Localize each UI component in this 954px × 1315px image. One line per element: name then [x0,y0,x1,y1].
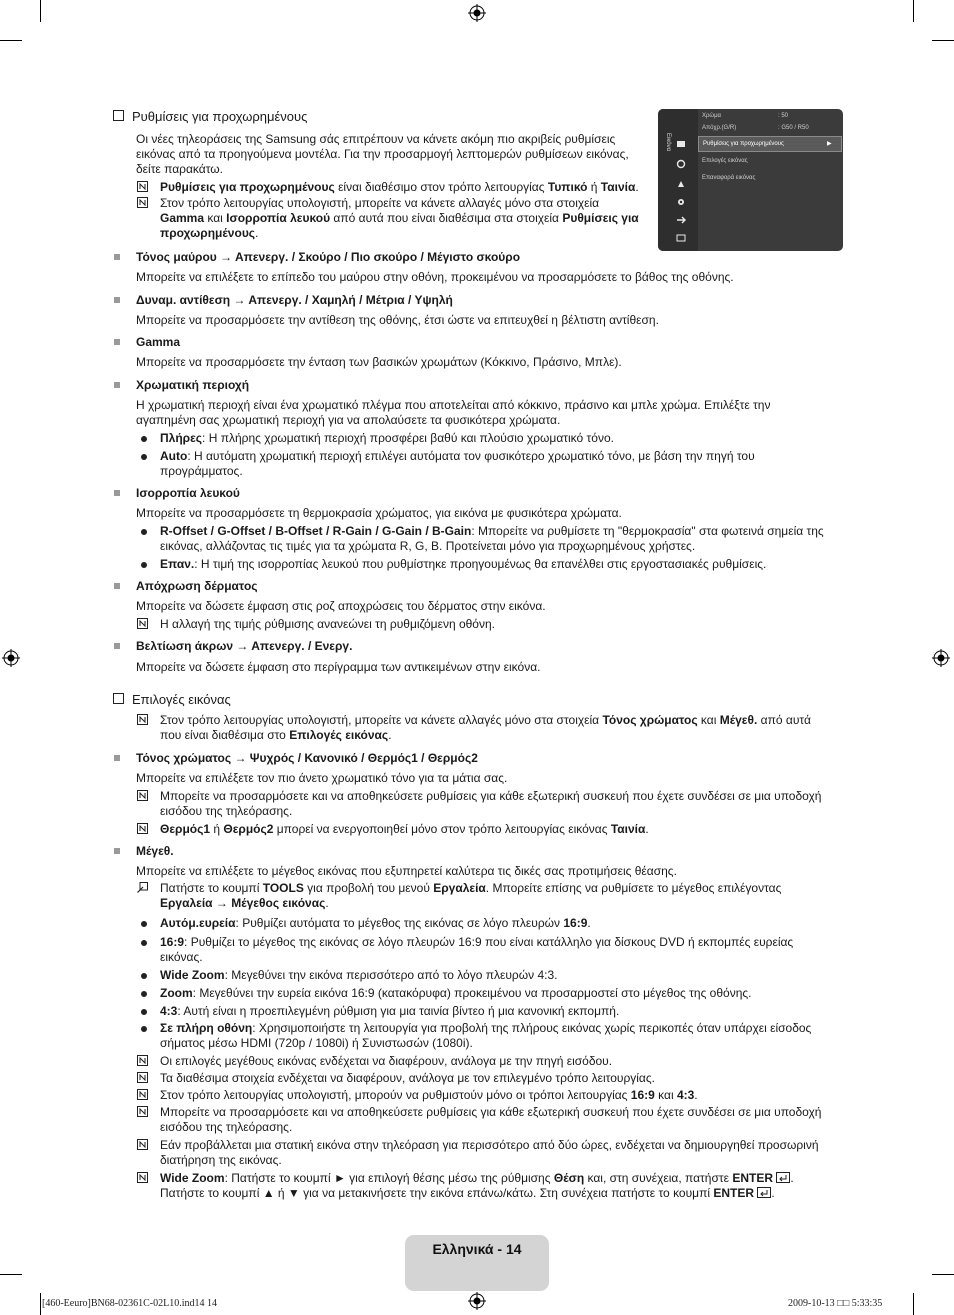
tools-text: Πατήστε το κουμπί TOOLS για προβολή του μενού Εργαλεία. Μπορείτε επίσης να ρυθμίσετε το μέγεθος επιλέγοντας Εργαλεία → Μέγεθος εικόνας. [160,881,782,910]
item-text: Μπορείτε να προσαρμόσετε την αντίθεση της οθόνης, έτσι ώστε να επιτευχθεί η βέλτιστη αντίθεση. [136,313,659,327]
note-icon [137,1139,148,1150]
support-icon [676,233,686,243]
registration-mark-icon [2,649,20,667]
bullet-text: Wide Zoom: Μεγεθύνει την εικόνα περισσότερο από το λόγο πλευρών 4:3. [160,968,558,982]
picture-icon [676,139,686,149]
bullet-text: Auto: Η αυτόματη χρωματική περιοχή επιλέγει αυτόματα τον φυσικότερο χρωματικό τόνο, με βάση την πηγή του προγράμματος. [160,449,755,478]
note-icon [137,1055,148,1066]
item-heading: Ισορροπία λευκού [136,486,240,500]
gear-icon [676,197,686,207]
checkbox-bullet-icon [113,110,124,121]
round-bullet-icon [141,562,147,568]
round-bullet-icon [141,1009,147,1015]
note-icon [137,714,148,725]
section-heading-advanced-settings: Ρυθμίσεις για προχωρημένους [113,109,307,124]
square-bullet-icon [114,583,120,589]
item-heading: Βελτίωση άκρων → Απενεργ. / Ενεργ. [136,639,353,653]
note-text: Μπορείτε να προσαρμόσετε και να αποθηκεύσετε ρυθμίσεις για κάθε εξωτερική συσκευή που έχετε συνδέσει σε μια υποδοχή εισόδου της τηλεόρασης. [160,1105,822,1134]
item-heading: Χρωματική περιοχή [136,378,250,392]
menu-sidebar [658,109,698,251]
round-bullet-icon [141,1026,147,1032]
square-bullet-icon [114,848,120,854]
note-icon [137,1089,148,1100]
square-bullet-icon [114,297,120,303]
sound-icon [676,159,686,169]
crop-mark [40,0,41,22]
note-icon [137,1172,148,1183]
item-text: Μπορείτε να επιλέξετε τον πιο άνετο χρωματικό τόνο για τα μάτια σας. [136,771,508,785]
round-bullet-icon [141,940,147,946]
section-heading-picture-options: Επιλογές εικόνας [113,692,231,707]
item-heading: Gamma [136,335,181,349]
note-text: Στον τρόπο λειτουργίας υπολογιστή, μπορείτε να κάνετε αλλαγές μόνο στα στοιχεία Τόνος χρώματος και Μέγεθ. από αυτά που είναι διαθέσιμα στο Επιλογές εικόνας. [160,713,811,742]
crop-mark [0,1274,22,1275]
square-bullet-icon [114,755,120,761]
item-text: Μπορείτε να δώσετε έμφαση στο περίγραμμα των αντικειμένων στην εικόνα. [136,660,541,674]
note-icon [137,1106,148,1117]
note-text: Η αλλαγή της τιμής ρύθμισης ανανεώνει τη ρυθμιζόμενη οθόνη. [160,617,495,631]
round-bullet-icon [141,973,147,979]
item-heading: Απόχρωση δέρματος [136,579,258,593]
crop-mark [932,1274,954,1275]
registration-mark-icon [468,1292,486,1310]
tv-menu-screenshot [658,109,843,251]
note-icon [137,618,148,629]
item-text: Μπορείτε να προσαρμόσετε τη θερμοκρασία χρώματος, για εικόνα με φυσικότερα χρώματα. [136,506,622,520]
square-bullet-icon [114,382,120,388]
enter-icon [757,1187,771,1198]
bullet-text: Zoom: Μεγεθύνει την ευρεία εικόνα 16:9 (κατακόρυφα) προκειμένου να προσαρμοστεί στο μέγεθος της οθόνης. [160,986,752,1000]
channel-icon [676,179,686,189]
crop-mark [932,40,954,41]
registration-mark-icon [932,649,950,667]
item-heading: Τόνος χρώματος → Ψυχρός / Κανονικό / Θερμός1 / Θερμός2 [136,751,478,765]
page-number-tab [405,1235,549,1291]
bullet-text: 4:3: Αυτή είναι η προεπιλεγμένη ρύθμιση για μια ταινία βίντεο ή μια κανονική εκπομπή. [160,1004,620,1018]
note-text: Εάν προβάλλεται μια στατική εικόνα στην τηλεόραση για περισσότερο από δύο ώρες, ενδέχεται να δημιουργηθεί προσωρινή διατήρηση της εικόνας. [160,1138,819,1167]
item-heading: Τόνος μαύρου → Απενεργ. / Σκούρο / Πιο σκούρο / Μέγιστο σκούρο [136,250,521,264]
print-slug-date: 2009-10-13 □□ 5:33:35 [788,1298,883,1309]
round-bullet-icon [141,529,147,535]
crop-mark [913,1293,914,1315]
menu-row-color[interactable]: Χρώμα : 50 [702,113,789,119]
crop-mark [913,0,914,22]
intro-paragraph: Οι νέες τηλεοράσεις της Samsung σάς επιτρέπουν να κάνετε ακόμη πιο ακριβείς ρυθμίσεις εικόνας από τα προηγούμενα μοντέλα. Για την προσαρμογή λεπτομερών ρυθμίσεων εικόνας, δείτε παρακάτω. [136,132,629,176]
note-text: Στον τρόπο λειτουργίας υπολογιστή, μπορούν να ρυθμιστούν μόνο οι τρόποι λειτουργίας 16:9 και 4:3. [160,1088,698,1102]
note-icon [137,823,148,834]
round-bullet-icon [141,436,147,442]
square-bullet-icon [114,339,120,345]
input-icon [676,215,686,225]
item-text: Μπορείτε να επιλέξετε το επίπεδο του μαύρου στην οθόνη, προκειμένου να προσαρμόσετε το βάθος της οθόνης. [136,270,734,284]
menu-row-picture-reset[interactable]: Επαναφορά εικόνας [702,175,756,181]
note-text: Στον τρόπο λειτουργίας υπολογιστή, μπορείτε να κάνετε αλλαγές μόνο στα στοιχεία Gamma και Ισορροπία λευκού από αυτά που είναι διαθέσιμα στα στοιχεία Ρυθμίσεις για προχωρημένους. [160,196,639,240]
menu-side-label: Εικόνα [665,133,671,152]
item-text: Μπορείτε να προσαρμόσετε την ένταση των βασικών χρωμάτων (Κόκκινο, Πράσινο, Μπλε). [136,355,622,369]
note-icon [137,790,148,801]
bullet-text: 16:9: Ρυθμίζει το μέγεθος της εικόνας σε λόγο πλευρών 16:9 που είναι κατάλληλο για δίσκους DVD ή εκπομπές ευρείας εικόνας. [160,935,794,964]
bullet-text: Αυτόμ.ευρεία: Ρυθμίζει αυτόματα το μέγεθος της εικόνας σε λόγο πλευρών 16:9. [160,916,591,930]
square-bullet-icon [114,490,120,496]
note-text: Τα διαθέσιμα στοιχεία ενδέχεται να διαφέρουν, ανάλογα με τον επιλεγμένο τρόπο λειτουργίας. [160,1071,655,1085]
note-icon [137,197,148,208]
menu-row-tint[interactable]: Απόχρ.(G/R) : G50 / R50 [702,125,809,131]
registration-mark-icon [468,4,486,22]
tools-icon [137,882,148,893]
round-bullet-icon [141,991,147,997]
item-text: Μπορείτε να δώσετε έμφαση στις ροζ αποχρώσεις του δέρματος στην εικόνα. [136,599,546,613]
square-bullet-icon [114,643,120,649]
item-heading: Μέγεθ. [136,844,174,858]
item-heading: Δυναμ. αντίθεση → Απενεργ. / Χαμηλή / Μέτρια / Υψηλή [136,293,453,307]
note-text: Μπορείτε να προσαρμόσετε και να αποθηκεύσετε ρυθμίσεις για κάθε εξωτερική συσκευή που έχετε συνδέσει σε μια υποδοχή εισόδου της τηλεόρασης. [160,789,822,818]
enter-icon [776,1172,790,1183]
menu-row-picture-options[interactable]: Επιλογές εικόνας [702,158,748,164]
bullet-text: Επαν.: Η τιμή της ισορροπίας λευκού που ρυθμίστηκε προηγουμένως θα επανέλθει στις εργοστασιακές ρυθμίσεις. [160,557,767,571]
bullet-text: Πλήρες: Η πλήρης χρωματική περιοχή προσφέρει βαθύ και πλούσιο χρωματικό τόνο. [160,431,614,445]
note-icon [137,1072,148,1083]
note-text: Ρυθμίσεις για προχωρημένους είναι διαθέσιμο στον τρόπο λειτουργίας Τυπικό ή Ταινία. [160,180,639,194]
crop-mark [40,1293,41,1315]
round-bullet-icon [141,454,147,460]
note-text: Οι επιλογές μεγέθους εικόνας ενδέχεται να διαφέρουν, ανάλογα με την πηγή εισόδου. [160,1054,613,1068]
bullet-text: Σε πλήρη οθόνη: Χρησιμοποιήστε τη λειτουργία για προβολή της πλήρους εικόνας χωρίς περικοπές όταν υπάρχει είσοδος σήματος μέσω HDMI (720p / 1080i) ή Συνιστωσών (1080i). [160,1021,812,1050]
round-bullet-icon [141,921,147,927]
square-bullet-icon [114,254,120,260]
item-text: Η χρωματική περιοχή είναι ένα χρωματικό πλέγμα που αποτελείται από κόκκινο, πράσινο και μπλε χρώμα. Επιλέξτε την αγαπημένη σας χρωματική περιοχή για να απολαύσετε τα φυσικότερα χρώματα. [136,398,771,427]
note-text: Wide Zoom: Πατήστε το κουμπί ► για επιλογή θέσης μέσω της ρύθμισης Θέση και, στη συνέχεια, πατήστε ENTER . Πατήστε το κουμπί ▲ ή ▼ για να μετακινήσετε την εικόνα επάνω/κάτω. Στη συνέχεια πατήστε το κουμπί ENTER . [160,1171,794,1200]
print-slug-file: [460-Eeuro]BN68-02361C-02L10.ind14 14 [42,1298,217,1309]
item-text: Μπορείτε να επιλέξετε το μέγεθος εικόνας που εξυπηρετεί καλύτερα τις δικές σας προτιμήσεις θέασης. [136,864,677,878]
bullet-text: R-Offset / G-Offset / B-Offset / R-Gain / G-Gain / B-Gain: Μπορείτε να ρυθμίσετε τη "θερμοκρασία" στα φωτεινά σημεία της εικόνας, αλλάζοντας τις τιμές για τα χρώματα R, G, B. Προτείνεται μόνο για προχωρημένους χρήστες. [160,524,824,553]
page-number: Ελληνικά - 14 [432,1241,522,1257]
crop-mark [0,40,22,41]
checkbox-bullet-icon [113,693,124,704]
arrow-right-icon: ▶ [827,141,832,147]
menu-row-advanced-settings[interactable]: Ρυθμίσεις για προχωρημένους ▶ [698,136,842,152]
note-icon [137,181,148,192]
note-text: Θερμός1 ή Θερμός2 μπορεί να ενεργοποιηθεί μόνο στον τρόπο λειτουργίας εικόνας Ταινία. [160,822,649,836]
